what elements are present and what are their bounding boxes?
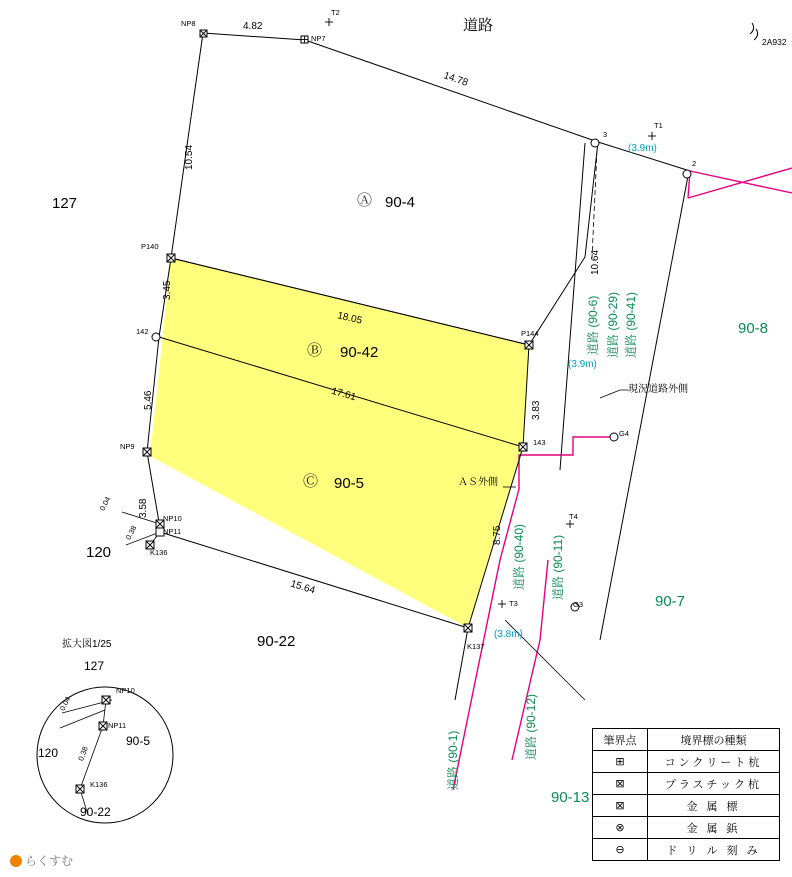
legend-row [593, 795, 780, 817]
detail-point-np11: NP11 [108, 721, 127, 730]
label-corner-code: 2A932 [762, 37, 787, 47]
point-t4: T4 [569, 512, 578, 521]
parcel-a-mark: Ⓐ [357, 192, 373, 209]
legend-row [593, 751, 780, 773]
point-np7: NP7 [311, 34, 326, 43]
detail-point-k136: K136 [90, 780, 108, 789]
point-np11: NP11 [163, 527, 182, 536]
parcel-120: 120 [86, 544, 112, 561]
road-corridor-dashed [592, 150, 597, 258]
point-k136: K136 [150, 548, 168, 557]
dim-15-64: 15.64 [289, 578, 317, 597]
brand-name: らくすむ [25, 854, 74, 868]
legend-label-metal-rivet: 金 属 鋲 [648, 817, 780, 839]
legend-row [593, 773, 780, 795]
parcel-90-7: 90-7 [655, 593, 686, 610]
point-2: 2 [692, 159, 697, 168]
road-corridor-left [560, 143, 585, 470]
legend-row [593, 839, 780, 861]
break-symbol [750, 23, 758, 40]
detail-parcel-127: 127 [84, 659, 105, 673]
point-3: 3 [603, 130, 608, 139]
label-road-top: 道路 [463, 17, 494, 34]
legend-label-concrete-pile: コンクリート杭 [648, 751, 780, 773]
parcel-90-8: 90-8 [738, 320, 769, 337]
point-k137: K137 [467, 642, 485, 651]
dim-17-61: 17.61 [330, 385, 358, 404]
metal-rivet-icon: ⊗ [593, 817, 648, 839]
dim-10-64: 10.64 [590, 249, 601, 275]
point-t1: T1 [654, 121, 663, 130]
parcel-127: 127 [52, 195, 78, 212]
parcel-c-mark: Ⓒ [303, 473, 319, 490]
detail-caption: 拡大図1/25 [62, 639, 112, 650]
detail-dim-0-38: 0.38 [76, 745, 90, 763]
parcel-b-mark: Ⓑ [307, 342, 323, 359]
dim-3-83: 3.83 [531, 400, 542, 420]
parcel-a-number: 90-4 [385, 194, 416, 211]
point-g3: G3 [573, 600, 584, 609]
legend-header-right: 境界標の種類 [648, 729, 780, 751]
legend-label-plastic-pile: プラスチック杭 [648, 773, 780, 795]
road-note-90-11: 道路 (90-11) [551, 534, 565, 600]
dim-8-75: 8.75 [492, 525, 503, 545]
brand-mark-icon [10, 855, 22, 867]
plastic-pile-icon: ⊠ [593, 773, 648, 795]
legend-header-row [593, 729, 780, 751]
road-note-90-40: 道路 (90-40) [512, 523, 526, 590]
detail-parcel-90-22: 90-22 [80, 805, 111, 819]
legend-table [592, 728, 780, 861]
brand-logo [10, 852, 73, 869]
legend-label-metal-plate: 金 属 標 [648, 795, 780, 817]
dim-18-05: 18.05 [336, 310, 364, 327]
parcel-b-number: 90-42 [340, 344, 379, 361]
detail-dim-0-04: 0.04 [57, 695, 73, 713]
parcel-90-13: 90-13 [551, 789, 590, 806]
road-width-39a: (3.9m) [628, 143, 657, 154]
dim-3-58: 3.58 [138, 498, 149, 518]
road-corridor-right [600, 176, 688, 640]
detail-parcel-120: 120 [38, 746, 59, 760]
dim-3-45: 3.45 [162, 280, 173, 300]
parcel-90-22: 90-22 [257, 633, 296, 650]
dim-5-46: 5.46 [143, 390, 154, 410]
legend-header-left: 筆界点 [593, 729, 648, 751]
legend-row [593, 817, 780, 839]
point-np9: NP9 [120, 442, 135, 451]
point-t2: T2 [331, 8, 340, 17]
legend-label-drill-mark: ド リ ル 刻 み [648, 839, 780, 861]
road-edge-magenta-upper [688, 168, 792, 198]
road-note-90-29: 道路 (90-29) [606, 291, 620, 358]
point-142: 142 [136, 327, 149, 336]
dim-0-38: 0.38 [123, 524, 139, 542]
road-width-38: (3.8m) [494, 629, 523, 640]
point-t3: T3 [509, 599, 518, 608]
road-line-k137-down [455, 628, 468, 700]
detail-parcel-90-5: 90-5 [126, 734, 151, 748]
dim-4-82: 4.82 [243, 21, 263, 32]
road-width-39b: (3.9m) [568, 359, 597, 370]
road-note-90-12: 道路 (90-12) [524, 693, 538, 760]
dim-14-78: 14.78 [442, 70, 470, 89]
note-genkyo-road-outer: 現況道路外側 [628, 384, 688, 395]
road-note-90-6: 道路 (90-6) [586, 295, 600, 355]
detail-point-np10: NP10 [116, 686, 135, 695]
point-g4: G4 [619, 429, 630, 438]
dim-0-04: 0.04 [97, 495, 113, 513]
point-p140: P140 [141, 242, 159, 251]
point-p144: P144 [521, 329, 539, 338]
note-as-outer: ＡＳ外側 [458, 477, 498, 488]
point-143: 143 [533, 438, 546, 447]
concrete-pile-icon: ⊞ [593, 751, 648, 773]
point-np10: NP10 [163, 514, 182, 523]
metal-plate-icon: ⊠ [593, 795, 648, 817]
genkyo-leader [600, 390, 628, 398]
road-note-90-41: 道路 (90-41) [624, 291, 638, 358]
road-note-90-1: 道路 (90-1) [446, 730, 460, 790]
detail-line-004 [60, 710, 105, 728]
drill-mark-icon: ⊖ [593, 839, 648, 861]
point-np8: NP8 [181, 19, 196, 28]
dim-10-54: 10.54 [184, 144, 195, 170]
parcel-c-number: 90-5 [334, 475, 365, 492]
